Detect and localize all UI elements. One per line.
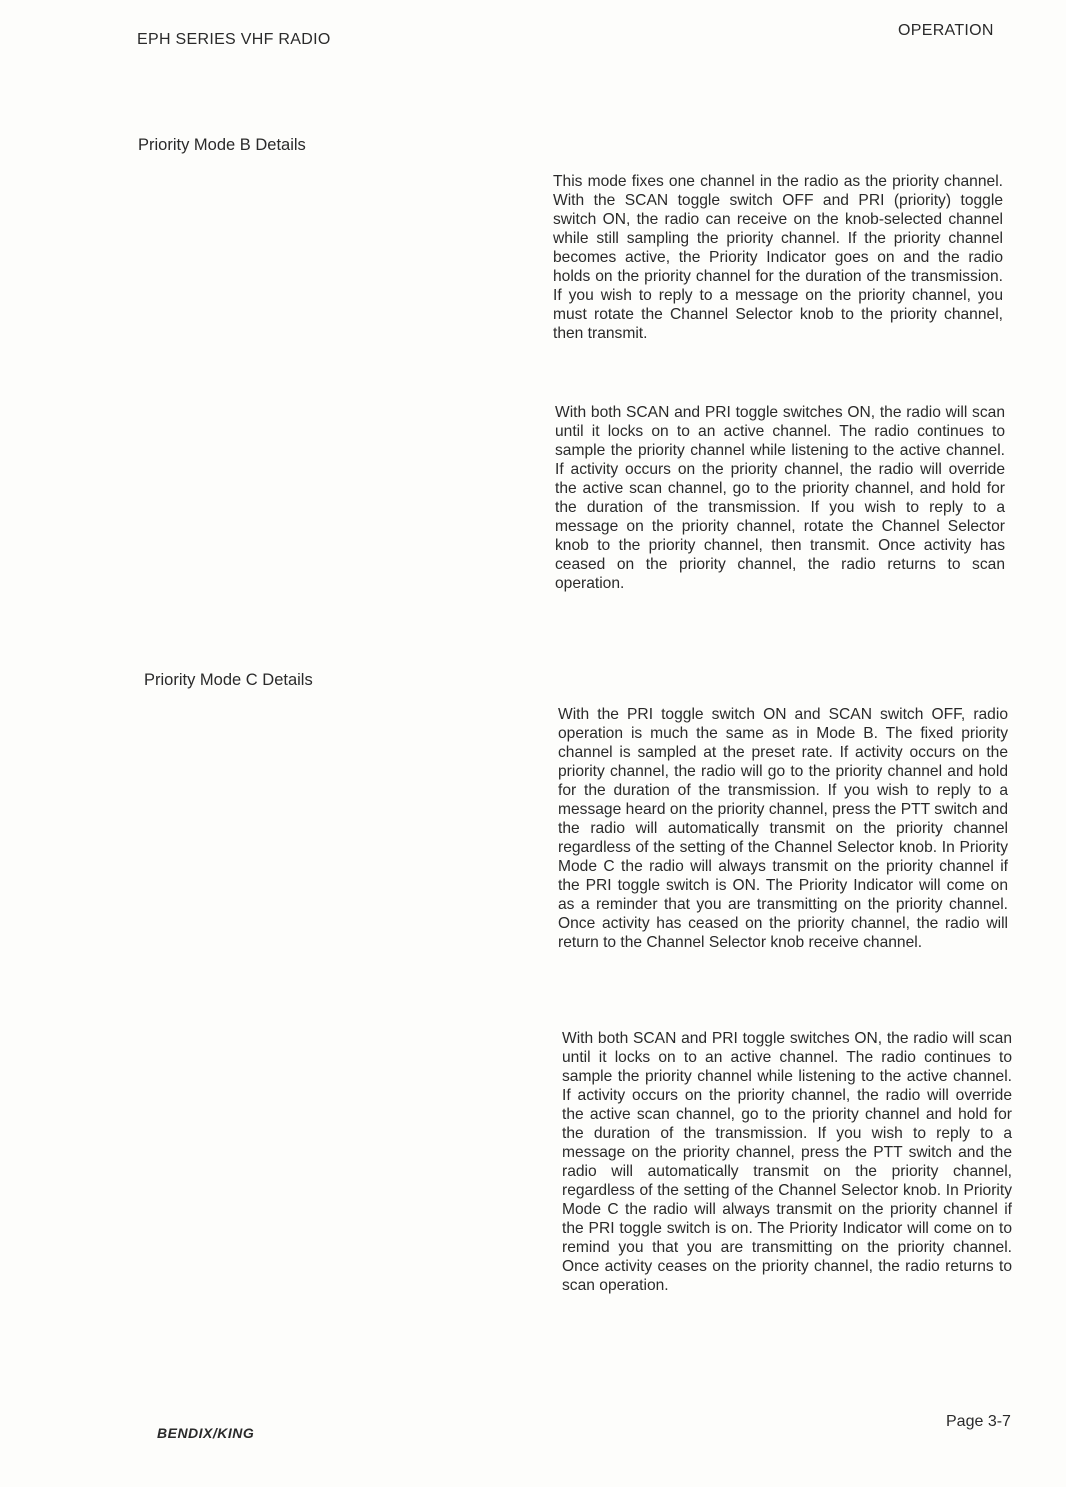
running-header-title: EPH SERIES VHF RADIO <box>137 31 331 48</box>
paragraph-mode-c-2: With both SCAN and PRI toggle switches ON, the radio will scan until it locks on to an active channel. The radio continues to sample the priority channel while listening to the active channel. If activity occurs on the priority channel, the radio will override the active scan channel, go to the priority channel and hold for the duration of the transmission. If you wish to reply to a message on the priority channel, press the PTT switch and the radio will automatically transmit on the priority channel, regardless of the setting of the Channel Selector knob. In Priority Mode C the radio will always transmit on the priority channel if the PRI toggle switch is on. The Priority Indicator will come on to remind you that you are transmitting on the priority channel. Once activity ceases on the priority channel, the radio returns to scan operation. <box>562 1030 1012 1294</box>
section-heading-priority-mode-c: Priority Mode C Details <box>144 671 313 689</box>
running-header-section: OPERATION <box>898 22 994 39</box>
section-heading-priority-mode-b: Priority Mode B Details <box>138 136 306 154</box>
paragraph-mode-b-2: With both SCAN and PRI toggle switches ON, the radio will scan until it locks on to an active channel. The radio continues to sample the priority channel while listening to the active channel. If activity occurs on the priority channel, the radio will override the active scan channel, go to the priority channel, and hold for the duration of the transmission. If you wish to reply to a message on the priority channel, rotate the Channel Selector knob to the priority channel, then transmit. Once activity has ceased on the priority channel, the radio returns to scan operation. <box>555 404 1005 592</box>
paragraph-mode-c-1: With the PRI toggle switch ON and SCAN switch OFF, radio operation is much the same as in Mode B. The fixed priority channel is sampled at the preset rate. If activity occurs on the priority channel, the radio will go to the priority channel and hold for the duration of the transmission. If you wish to reply to a message heard on the priority channel, press the PTT switch and the radio will automatically transmit on the priority channel regardless of the setting of the Channel Selector knob. In Priority Mode C the radio will always transmit on the priority channel if the PRI toggle switch is ON. The Priority Indicator will come on as a reminder that you are transmitting on the priority channel. Once activity has ceased on the priority channel, the radio will return to the Channel Selector knob receive channel. <box>558 706 1008 951</box>
page-number: Page 3-7 <box>946 1413 1011 1430</box>
paragraph-mode-b-1: This mode fixes one channel in the radio as the priority channel. With the SCAN toggle switch OFF and PRI (priority) toggle switch ON, the radio can receive on the knob-selected channel while still sampling the priority channel. If the priority channel becomes active, the Priority Indicator goes on and the radio holds on the priority channel for the duration of the transmission. If you wish to reply to a message on the priority channel, you must rotate the Channel Selector knob to the priority channel, then transmit. <box>553 173 1003 342</box>
footer-brand: BENDIX/KING <box>157 1425 255 1441</box>
